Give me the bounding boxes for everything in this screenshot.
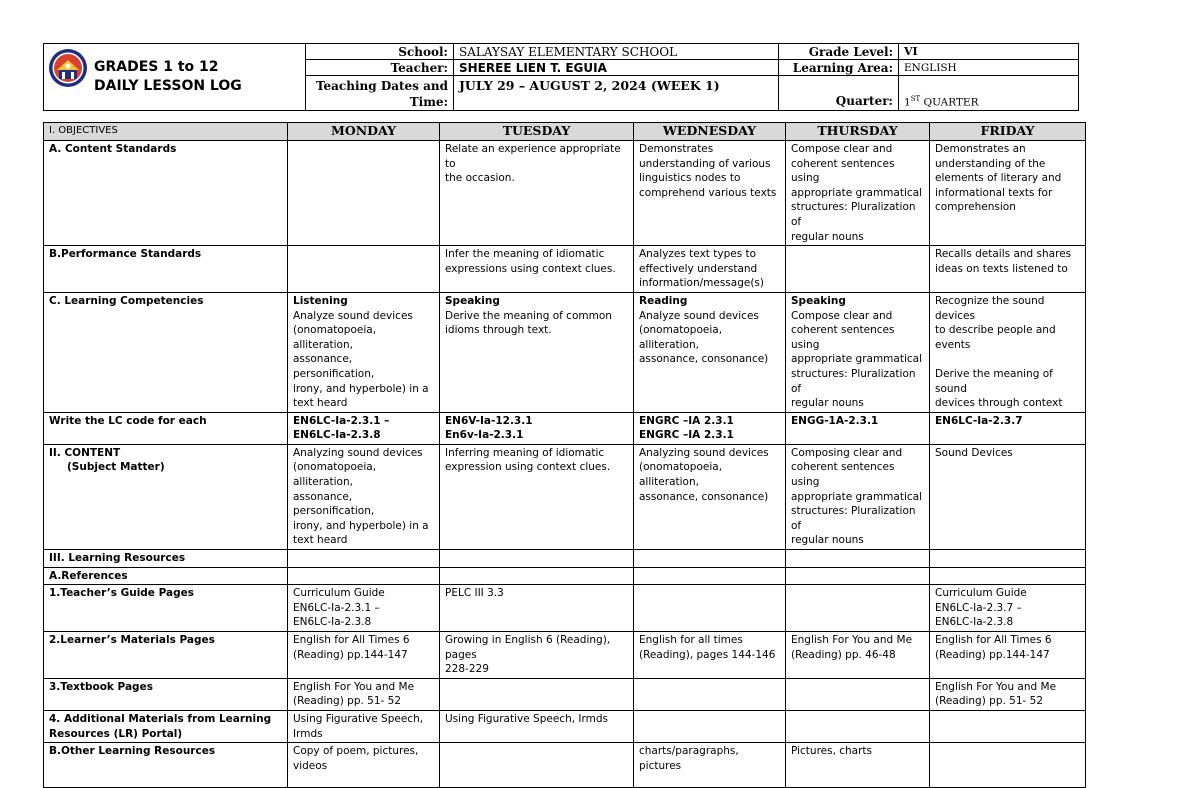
lc-code-tue-line: EN6V-Ia-12.3.1 [445, 414, 533, 427]
additional-materials-tue [440, 710, 634, 742]
content-standards-thu-line: coherent sentences using [791, 157, 895, 185]
performance-standards-thu [786, 246, 930, 293]
teacher-label: Teacher: [306, 60, 454, 76]
learning-competencies-tue-text-line: Derive the meaning of common [445, 309, 612, 322]
learning-competencies-tue-text [445, 309, 628, 338]
content-mon-line: irony, and hyperbole) in a [293, 519, 429, 532]
performance-standards-row [44, 246, 1086, 293]
content-thu-line: regular nouns [791, 534, 864, 547]
learning-competencies-thu-text-line: coherent sentences using [791, 324, 895, 351]
learners-materials-mon [288, 632, 440, 679]
textbook-mon-line: (Reading) pp. 51- 52 [293, 695, 402, 708]
content-mon-line: assonance, personification, [293, 490, 375, 518]
learning-competencies-label: C. Learning Competencies [44, 292, 288, 412]
textbook-mon-line: English For You and Me [293, 680, 415, 693]
other-resources-row [44, 743, 1086, 788]
learning-competencies-mon-head: Listening [293, 294, 348, 307]
teachers-guide-tue [440, 585, 634, 632]
content-tue-line: expression using context clues. [445, 461, 611, 474]
content-row [44, 444, 1086, 549]
teachers-guide-mon-line: Curriculum Guide [293, 587, 385, 600]
content-standards-thu-line: appropriate grammatical [791, 186, 922, 199]
learning-competencies-fri-line [935, 352, 1080, 367]
teachers-guide-mon [288, 585, 440, 632]
content-thu [786, 444, 930, 549]
content-wed [634, 444, 786, 549]
teachers-guide-fri-line: EN6LC-Ia-2.3.7 – [935, 601, 1022, 614]
performance-standards-wed-line: effectively understand [639, 262, 758, 275]
lc-code-mon [288, 412, 440, 444]
learners-materials-fri [930, 632, 1086, 679]
lc-code-row [44, 412, 1086, 444]
additional-materials-mon-line: Using Figurative Speech, [293, 712, 424, 725]
content-wed-line: assonance, consonance) [639, 490, 769, 503]
log-title [94, 58, 242, 96]
quarter-word: QUARTER [920, 96, 979, 108]
learning-competencies-fri [930, 292, 1086, 412]
school-label: School: [306, 44, 454, 60]
other-resources-tue [440, 743, 634, 788]
monday-header: MONDAY [288, 123, 440, 141]
objectives-header: I. OBJECTIVES [44, 123, 288, 141]
content-standards-thu [786, 141, 930, 246]
references-label: A.References [44, 567, 288, 585]
performance-standards-tue-line: expressions using context clues. [445, 262, 616, 275]
learning-competencies-fri-line: devices through context [935, 397, 1063, 410]
content-standards-fri-line: understanding of the [935, 157, 1046, 170]
learning-competencies-thu-text-line: appropriate grammatical [791, 353, 922, 366]
content-standards-tue-line: the occasion. [445, 172, 515, 185]
content-standards-mon [288, 141, 440, 246]
content-label [44, 444, 288, 549]
learning-resources-row [44, 550, 1086, 568]
content-fri [930, 444, 1086, 549]
learners-materials-tue-line: 228-229 [445, 663, 489, 676]
performance-standards-mon [288, 246, 440, 293]
additional-materials-tue-line: Using Figurative Speech, Irmds [445, 712, 608, 725]
content-standards-label: A. Content Standards [44, 141, 288, 246]
content-thu-line: coherent sentences using [791, 461, 895, 489]
teaching-dates-label [306, 76, 454, 111]
content-standards-fri-line: comprehension [935, 201, 1016, 214]
learning-competencies-mon-text-line: (onomatopoeia, alliteration, [293, 324, 377, 351]
learners-materials-wed-line: English for all times [639, 634, 743, 646]
learning-competencies-mon-text-line: assonance, personification, [293, 353, 375, 380]
learning-area-value: ENGLISH [899, 60, 1079, 76]
learning-competencies-wed-text [639, 309, 780, 367]
title-block [44, 44, 306, 111]
teaching-dates-label-1: Teaching Dates and [315, 79, 448, 93]
content-tue [440, 444, 634, 549]
content-tue-line: Inferring meaning of idiomatic [445, 446, 605, 459]
learners-materials-mon-line: English for All Times 6 [293, 634, 410, 646]
content-standards-wed-line: understanding of various [639, 157, 771, 170]
teacher-value: SHEREE LIEN T. EGUIA [454, 60, 779, 76]
learners-materials-thu [786, 632, 930, 679]
other-resources-fri [930, 743, 1086, 788]
learning-area-label: Learning Area: [779, 60, 899, 76]
learning-competencies-thu-text [791, 309, 924, 411]
textbook-thu [786, 678, 930, 710]
content-thu-line: Composing clear and [791, 446, 903, 459]
textbook-label: 3.Textbook Pages [44, 678, 288, 710]
performance-standards-label: B.Performance Standards [44, 246, 288, 293]
performance-standards-fri [930, 246, 1086, 293]
lc-code-thu-line: ENGG-1A-2.3.1 [791, 414, 879, 427]
performance-standards-fri-line: ideas on texts listened to [935, 262, 1068, 275]
textbook-wed [634, 678, 786, 710]
learning-competencies-wed-text-line: Analyze sound devices [639, 309, 759, 322]
teachers-guide-thu [786, 585, 930, 632]
learners-materials-wed [634, 632, 786, 679]
textbook-fri-line: (Reading) pp. 51- 52 [935, 695, 1044, 708]
teaching-dates-label-2: Time: [409, 95, 448, 109]
learners-materials-fri-line: (Reading) pp.144-147 [935, 648, 1050, 661]
title-line-2: DAILY LESSON LOG [94, 78, 242, 94]
learning-competencies-thu-text-line: regular nouns [791, 397, 864, 410]
content-standards-fri-line: Demonstrates an [935, 143, 1026, 155]
learners-materials-tue [440, 632, 634, 679]
additional-materials-fri [930, 710, 1086, 742]
references-row [44, 567, 1086, 585]
content-mon-line: Analyzing sound devices [293, 446, 423, 459]
learning-competencies-thu-head: Speaking [791, 294, 846, 307]
content-thu-line: appropriate grammatical [791, 490, 922, 503]
learning-competencies-thu-text-line: structures: Pluralization of [791, 367, 916, 395]
header-table [43, 43, 1079, 111]
content-standards-fri [930, 141, 1086, 246]
learners-materials-tue-line: Growing in English 6 (Reading), pages [445, 634, 611, 661]
learning-competencies-fri-line: to describe people and [935, 324, 1056, 337]
other-resources-mon [288, 743, 440, 788]
quarter-number: 1 [904, 96, 911, 108]
lc-code-label: Write the LC code for each [44, 412, 288, 444]
learning-competencies-mon-text-line: Analyze sound devices [293, 309, 413, 322]
lc-code-mon-line: EN6LC-Ia-2.3.1 – [293, 414, 390, 427]
lc-code-tue [440, 412, 634, 444]
title-line-1: GRADES 1 to 12 [94, 59, 219, 75]
performance-standards-tue [440, 246, 634, 293]
learning-competencies-thu [786, 292, 930, 412]
learners-materials-mon-line: (Reading) pp.144-147 [293, 648, 408, 661]
content-label-2: (Subject Matter) [67, 461, 165, 474]
teachers-guide-mon-line: EN6LC-Ia-2.3.8 [293, 616, 372, 629]
other-resources-mon-line: Copy of poem, pictures, [293, 745, 419, 758]
teachers-guide-mon-line: EN6LC-Ia-2.3.1 – [293, 601, 380, 614]
content-standards-wed-line: linguistics nodes to [639, 172, 741, 185]
deped-seal-icon [48, 48, 88, 88]
additional-materials-label [44, 710, 288, 742]
lc-code-fri [930, 412, 1086, 444]
content-standards-wed-line: Demonstrates [639, 143, 714, 155]
learning-competencies-wed-text-line: assonance, consonance) [639, 353, 769, 366]
teachers-guide-fri-line: EN6LC-Ia-2.3.8 [935, 616, 1014, 629]
lc-code-wed [634, 412, 786, 444]
textbook-row [44, 678, 1086, 710]
teaching-dates-value: JULY 29 – AUGUST 2, 2024 (WEEK 1) [454, 76, 779, 111]
lc-code-fri-line: EN6LC-Ia-2.3.7 [935, 414, 1023, 427]
other-resources-mon-line: videos [293, 759, 328, 772]
other-resources-wed [634, 743, 786, 788]
learners-materials-wed-line: (Reading), pages 144-146 [639, 648, 776, 661]
content-standards-thu-line: structures: Pluralization of [791, 201, 916, 228]
learning-competencies-row [44, 292, 1086, 412]
learning-competencies-tue-text-line: idioms through text. [445, 324, 552, 337]
additional-materials-label-line: 4. Additional Materials from Learning [49, 712, 272, 725]
content-standards-thu-line: Compose clear and [791, 143, 893, 155]
learners-materials-fri-line: English for All Times 6 [935, 634, 1052, 646]
content-mon [288, 444, 440, 549]
grade-level-value: VI [899, 44, 1079, 60]
additional-materials-thu [786, 710, 930, 742]
learning-resources-label: III. Learning Resources [44, 550, 288, 568]
textbook-fri-line: English For You and Me [935, 680, 1057, 693]
performance-standards-wed [634, 246, 786, 293]
learners-materials-thu-line: (Reading) pp. 46-48 [791, 648, 896, 661]
content-standards-fri-line: elements of literary and [935, 172, 1062, 185]
learning-competencies-fri-line: Recognize the sound devices [935, 294, 1045, 322]
learning-competencies-fri-line: events [935, 338, 971, 351]
additional-materials-wed [634, 710, 786, 742]
content-wed-line: Analyzing sound devices [639, 446, 769, 459]
additional-materials-row [44, 710, 1086, 742]
lc-code-thu [786, 412, 930, 444]
learning-competencies-mon-text-line: text heard [293, 397, 348, 410]
textbook-fri [930, 678, 1086, 710]
friday-header: FRIDAY [930, 123, 1086, 141]
teachers-guide-label: 1.Teacher’s Guide Pages [44, 585, 288, 632]
learners-materials-thu-line: English For You and Me [791, 634, 913, 646]
learning-competencies-wed [634, 292, 786, 412]
learning-competencies-fri-line: Derive the meaning of sound [935, 367, 1053, 395]
learning-competencies-mon-text-line: irony, and hyperbole) in a [293, 382, 429, 395]
lc-code-wed-line: ENGRC –IA 2.3.1 [639, 429, 734, 442]
thursday-header: THURSDAY [786, 123, 930, 141]
teachers-guide-fri [930, 585, 1086, 632]
content-mon-line: text heard [293, 534, 348, 547]
other-resources-label: B.Other Learning Resources [44, 743, 288, 788]
performance-standards-fri-line: Recalls details and shares [935, 248, 1072, 261]
learning-competencies-tue [440, 292, 634, 412]
content-standards-row [44, 141, 1086, 246]
quarter-suffix: ST [910, 94, 921, 103]
performance-standards-tue-line: Infer the meaning of idiomatic [445, 248, 605, 261]
other-resources-thu [786, 743, 930, 788]
teachers-guide-row [44, 585, 1086, 632]
content-wed-line: (onomatopoeia, alliteration, [639, 461, 723, 489]
content-standards-fri-line: informational texts for [935, 186, 1053, 199]
performance-standards-wed-line: Analyzes text types to [639, 248, 757, 261]
additional-materials-mon [288, 710, 440, 742]
textbook-mon [288, 678, 440, 710]
other-resources-thu-line: Pictures, charts [791, 745, 873, 758]
lc-code-wed-line: ENGRC –IA 2.3.1 [639, 414, 734, 427]
learning-competencies-mon [288, 292, 440, 412]
performance-standards-wed-line: information/message(s) [639, 277, 764, 290]
quarter-label: Quarter: [779, 76, 899, 111]
additional-materials-mon-line: Irmds [293, 727, 323, 740]
wednesday-header: WEDNESDAY [634, 123, 786, 141]
school-value: SALAYSAY ELEMENTARY SCHOOL [454, 44, 779, 60]
quarter-value [899, 76, 1079, 111]
content-fri-line: Sound Devices [935, 446, 1013, 459]
teachers-guide-tue-line: PELC III 3.3 [445, 587, 504, 600]
lc-code-mon-line: EN6LC-Ia-2.3.8 [293, 429, 381, 442]
learning-competencies-thu-text-line: Compose clear and [791, 309, 893, 322]
content-standards-thu-line: regular nouns [791, 230, 864, 243]
content-mon-line: (onomatopoeia, alliteration, [293, 461, 377, 489]
grade-level-label: Grade Level: [779, 44, 899, 60]
learners-materials-row [44, 632, 1086, 679]
content-label-1: II. CONTENT [49, 446, 121, 459]
learning-competencies-tue-head: Speaking [445, 294, 500, 307]
lesson-log-table [43, 122, 1086, 788]
teachers-guide-wed [634, 585, 786, 632]
additional-materials-label-line: Resources (LR) Portal) [49, 727, 183, 740]
content-thu-line: structures: Pluralization of [791, 505, 916, 532]
content-standards-tue-line: Relate an experience appropriate to [445, 143, 621, 170]
learning-competencies-wed-head: Reading [639, 294, 688, 307]
learners-materials-label: 2.Learner’s Materials Pages [44, 632, 288, 679]
learning-competencies-wed-text-line: (onomatopoeia, alliteration, [639, 324, 723, 351]
other-resources-wed-line: charts/paragraphs, pictures [639, 745, 739, 772]
content-standards-tue [440, 141, 634, 246]
content-standards-wed-line: comprehend various texts [639, 186, 777, 199]
lc-code-tue-line: En6v-Ia-2.3.1 [445, 429, 524, 442]
tuesday-header: TUESDAY [440, 123, 634, 141]
content-standards-wed [634, 141, 786, 246]
learning-competencies-mon-text [293, 309, 434, 411]
teachers-guide-fri-line: Curriculum Guide [935, 587, 1027, 600]
textbook-tue [440, 678, 634, 710]
